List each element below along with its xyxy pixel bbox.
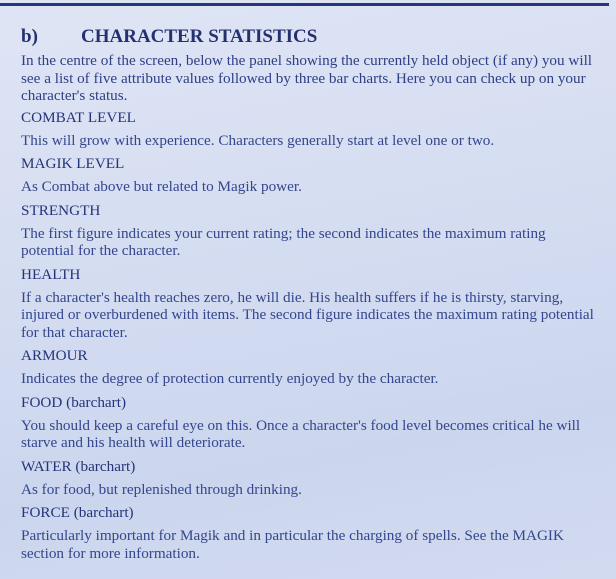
stat-entry-force — [21, 504, 601, 562]
section-heading — [21, 26, 601, 48]
stat-entry-magik-level — [21, 155, 601, 196]
top-rule — [0, 3, 609, 6]
stat-entry-food — [21, 394, 601, 452]
stat-term: ARMOUR — [21, 347, 88, 364]
stat-description: The first figure indicates your current rating; the second indicates the maximum rating potential for the character. — [21, 224, 546, 259]
stat-description: As for food, but replenished through drinking. — [21, 480, 302, 498]
stat-term: COMBAT LEVEL — [21, 108, 136, 126]
section-title: CHARACTER STATISTICS — [81, 26, 318, 47]
stat-entry-strength — [21, 202, 601, 260]
stat-description: As Combat above but related to Magik power. — [21, 178, 302, 195]
stat-term: FOOD (barchart) — [21, 393, 127, 411]
stat-term: WATER (barchart) — [21, 457, 136, 475]
stat-description: This will grow with experience. Characters generally start at level one or two. — [21, 131, 495, 149]
stat-term: STRENGTH — [21, 201, 101, 219]
stat-description: If a character's health reaches zero, he will die. His health suffers if he is thirsty, starving, injured or overburdened with items. The second figure indicates the maximum rating potential for that character. — [21, 288, 594, 341]
stat-entry-armour — [21, 347, 601, 388]
stat-description: Indicates the degree of protection currently enjoyed by the character. — [21, 370, 439, 387]
intro-paragraph: In the centre of the screen, below the panel showing the currently held object (if any) you will see a list of five attribute values followed by three bar charts. Here you can check up on your character's status. — [21, 52, 593, 104]
section-letter: b) — [21, 26, 38, 47]
stat-entry-water — [21, 458, 601, 499]
stat-entry-combat-level — [21, 109, 601, 150]
stat-term: FORCE (barchart) — [21, 504, 134, 521]
stat-entry-health — [21, 266, 601, 342]
stat-description: You should keep a careful eye on this. Once a character's food level becomes critical he will starve and his health will deteriorate. — [21, 416, 581, 451]
character-statistics-section — [21, 26, 601, 568]
stat-term: HEALTH — [21, 265, 81, 283]
stat-term: MAGIK LEVEL — [21, 155, 125, 172]
stat-description: Particularly important for Magik and in particular the charging of spells. See the MAGIK section for more information. — [21, 527, 564, 562]
